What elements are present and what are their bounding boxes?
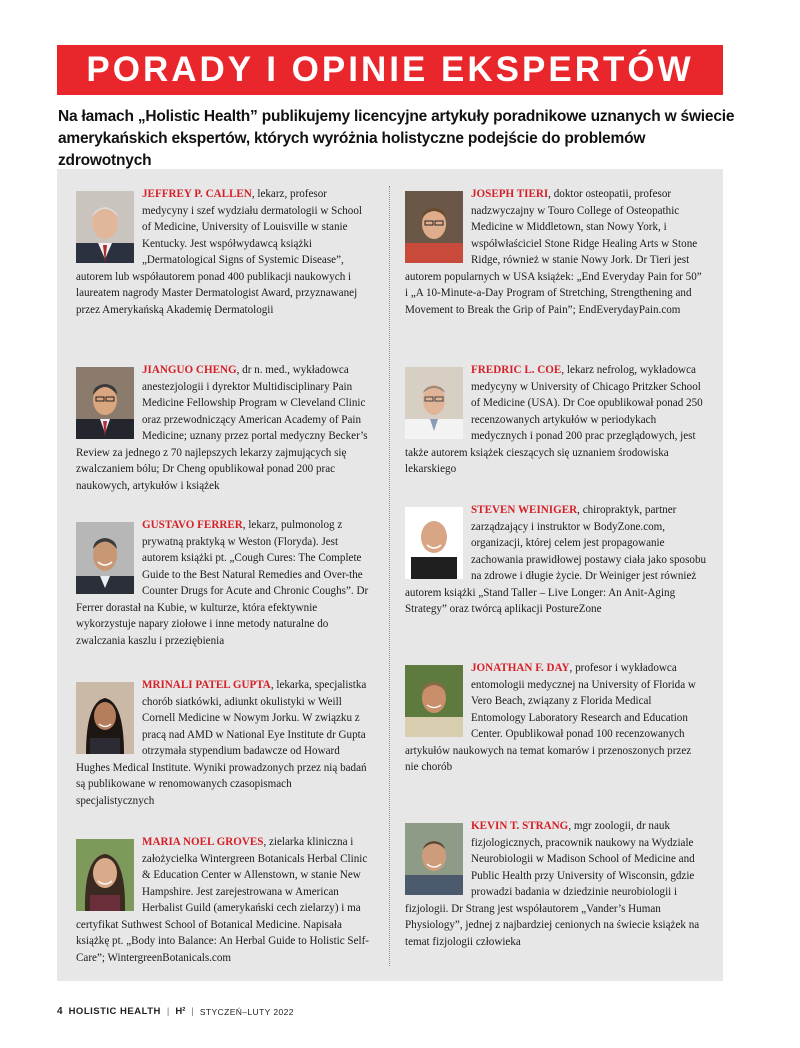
expert-bio: , dr n. med., wykładowca anestezjologii i dyrektor Multidisciplinary Pain Medicine Fellowship Program w Cleveland Clinic oraz przewodniczący American Academy of Pain Medicine; uznany przez portal medyczny Becker’s Review za jednego z 70 najlepszych lekarzy zajmujących się zwalczaniem bólu; Dr Cheng opublikował ponad 200 prac naukowych, artykułów i książek [76,364,368,492]
expert-photo-callen [76,191,134,263]
expert-name: MRINALI PATEL GUPTA [142,679,271,691]
expert-card-ferrer [76,517,370,649]
page-footer [57,1006,294,1017]
expert-name: MARIA NOEL GROVES [142,836,264,848]
expert-bio: , zielarka kliniczna i założycielka Wintergreen Botanicals Herbal Clinic & Education Center w Allenstown, w stanie New Hampshire. Jest zarejestrowana w American Herbalist Guild (amerykański cech zielarzy) i ma certyfikat Suthwest School of Botanical Medicine. Napisała książkę pt. „Body into Balance: An Herbal Guide to Holistic Self-Care”; WintergreenBotanicals.com [76,836,369,964]
expert-bio: , doktor osteopatii, profesor nadzwyczajny w Touro College of Osteopathic Medicine w Middletown, stan Nowy York, i współwłaściciel Stone Ridge Healing Arts w Stone Ridge, również w stanie Nowy Jork. Dr Tieri jest autorem popularnych w USA książek: „End Everyday Pain for 50” i „A 10-Minute-a-Day Program of Stretching, Strengthening and Movement to Break the Grip of Pain”; EndEverydayPain.com [405,188,702,316]
expert-bio: , chiropraktyk, partner zarządzający i instruktor w BodyZone.com, organizacji, której celem jest propagowanie zachowania prawidłowej postawy ciała jako sposobu na zdrowe i długie życie. Dr Weiniger jest również autorem książki „Stand Taller – Live Longer: An Anit-Aging Strategy” oraz twórcą aplikacji PostureZone [405,504,707,615]
expert-card-gupta [76,677,370,809]
expert-bio: , profesor i wykładowca entomologii medycznej na University of Florida w Vero Beach, związany z Florida Medical Entomology Laboratory Research and Education Center. Opublikował ponad 100 recenzowanych artykułów naukowych na temat komarów i przenoszonych przez nie chorób [405,662,696,773]
expert-bio: , lekarz nefrolog, wykładowca medycyny w University of Chicago Pritzker School of Medicine (USA). Dr Coe opublikował ponad 250 recenzowanych artykułów w periodykach medycznych i ponad 200 prac przeglądowych, jest także autorem książek cieszących się uznaniem środowiska lekarskiego [405,364,703,475]
magazine-name: HOLISTIC HEALTH [68,1006,161,1017]
expert-photo-groves [76,839,134,911]
expert-card-cheng [76,362,370,494]
issue-date: STYCZEŃ–LUTY 2022 [199,1006,294,1017]
section-banner [57,45,723,95]
footer-separator: | [191,1006,194,1017]
expert-name: JOSEPH TIERI [471,188,549,200]
expert-photo-weiniger [405,507,463,579]
expert-card-weiniger [405,502,707,618]
section-title: PORADY I OPINIE EKSPERTÓW [86,50,694,89]
expert-photo-coe [405,367,463,439]
expert-card-callen [76,186,370,318]
expert-card-day [405,660,707,776]
expert-photo-ferrer [76,522,134,594]
expert-photo-strang [405,823,463,895]
expert-photo-day [405,665,463,737]
expert-card-tieri [405,186,707,318]
expert-name: JEFFREY P. CALLEN [142,188,252,200]
expert-bio: , lekarka, specjalistka chorób siatkówki, adiunkt okulistyki w Weill Cornell Medicine w Nowym Jorku. W związku z pracą nad AMD w National Eye Institute dr Gupta otrzymała stypendium badawcze od Howard Hughes Medical Institute. Wyniki prowadzonych przez nią badań są publikowane w renomowanych czasopismach specjalistycznych [76,679,367,807]
footer-separator: | [166,1006,170,1017]
expert-card-coe [405,362,707,478]
expert-bio: , mgr zoologii, dr nauk fizjologicznych, pracownik naukowy na Wydziale Neurobiologii w Madison School of Medicine and Public Health przy University of Wisconsin, gdzie prowadzi badania w dziedzinie neurobiologii i fizjologii. Dr Strang jest współautorem „Vander’s Human Physiology”, jednej z najbardziej cenionych na świecie książek na temat fizjologii człowieka [405,820,700,948]
expert-bio: , lekarz, profesor medycyny i szef wydziału dermatologii w School of Medicine, University of Louisville w stanie Kentucky. Jest współwydawcą książki „Dermatological Signs of Systemic Disease”, autorem lub współautorem ponad 400 publikacji naukowych i laureatem nagrody Master Dermatologist Award, przyznawanej przez Amerykańską Akademię Dermatologii [76,188,362,316]
expert-name: JONATHAN F. DAY [471,662,570,674]
expert-name: FREDRIC L. COE [471,364,562,376]
expert-card-strang [405,818,707,950]
expert-name: GUSTAVO FERRER [142,519,243,531]
expert-photo-cheng [76,367,134,439]
expert-name: JIANGUO CHENG [142,364,237,376]
expert-bio: , lekarz, pulmonolog z prywatną praktyką w Weston (Floryda). Jest autorem książki pt. „Cough Cures: The Complete Guide to the Best Natural Remedies and Over-the Counter Drugs for Acute and Chronic Coughs”. Dr Ferrer dorastał na Kubie, w kulturze, która efektywnie wykorzystuje napary ziołowe i inne metody naturalne do zwalczania kaszlu i przeziębienia [76,519,369,647]
expert-photo-tieri [405,191,463,263]
lead-paragraph: Na łamach „Holistic Health” publikujemy licencyjne artykuły poradnikowe uznanych w świecie amerykańskich ekspertów, których wyróżnia holistyczne podejście do problemów zdrowotnych [58,108,735,169]
expert-name: KEVIN T. STRANG [471,820,569,832]
column-divider [389,186,390,966]
magazine-short-name: H² [175,1006,186,1017]
expert-photo-gupta [76,682,134,754]
expert-name: STEVEN WEINIGER [471,504,578,516]
expert-card-groves [76,834,370,966]
page-number: 4 [57,1006,63,1017]
